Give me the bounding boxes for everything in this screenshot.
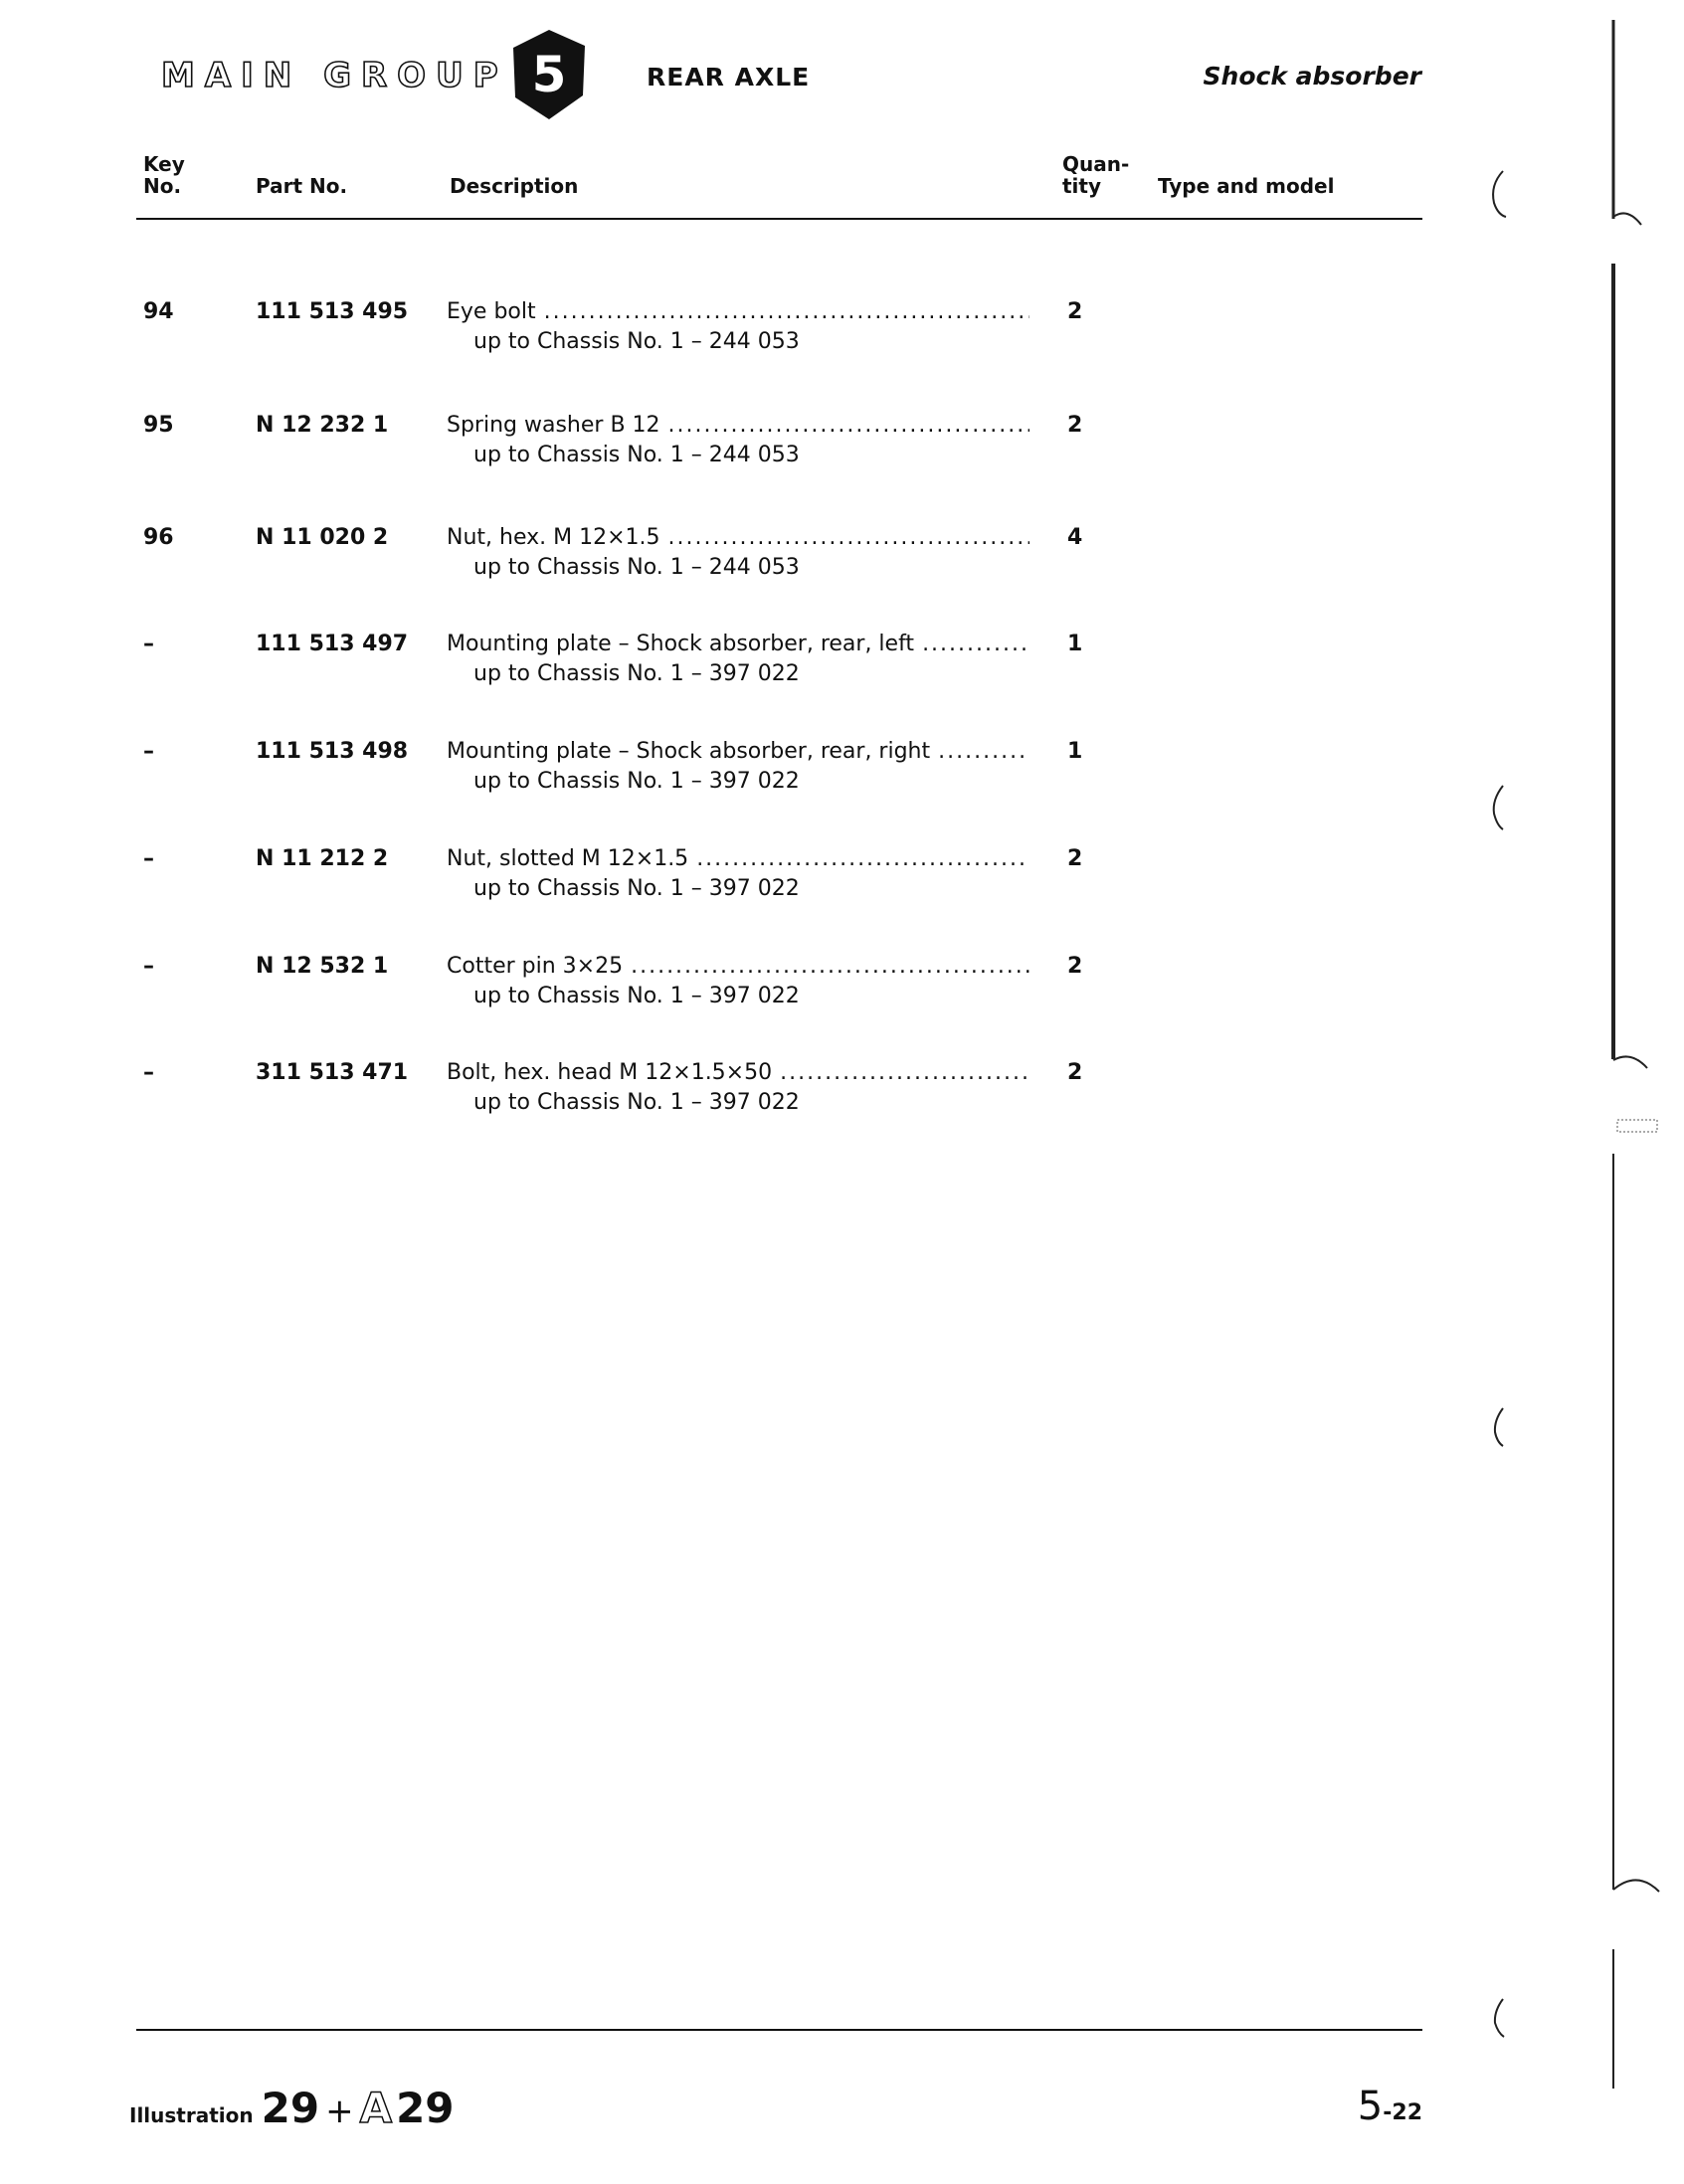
row-leader-dots — [631, 953, 1029, 981]
row-key-no: 96 — [143, 525, 174, 550]
illustration-number: 29 — [261, 2084, 320, 2132]
row-part-no: N 12 532 1 — [256, 954, 389, 979]
col-key-line2: No. — [143, 174, 182, 198]
illustration-plus: + — [325, 2092, 354, 2131]
row-quantity: 2 — [1067, 846, 1083, 871]
row-condition: up to Chassis No. 1 – 397 022 — [473, 661, 800, 686]
row-condition: up to Chassis No. 1 – 244 053 — [473, 329, 800, 354]
row-description-text: Eye bolt — [447, 299, 536, 324]
row-description-text: Mounting plate – Shock absorber, rear, right — [447, 739, 931, 764]
row-description — [447, 631, 1029, 658]
group-number-badge — [509, 26, 589, 123]
row-description — [447, 298, 1029, 326]
edge-curl — [1613, 1880, 1659, 1892]
subsection-title: Shock absorber — [1203, 62, 1421, 91]
row-quantity: 2 — [1067, 299, 1083, 324]
row-description-text: Cotter pin 3×25 — [447, 954, 624, 979]
row-description-text: Nut, hex. M 12×1.5 — [447, 525, 660, 550]
binder-edge-marks — [1472, 0, 1684, 2184]
row-description — [447, 953, 1029, 981]
row-condition: up to Chassis No. 1 – 244 053 — [473, 555, 800, 580]
row-description — [447, 845, 1029, 873]
footer-rule — [136, 2029, 1422, 2031]
col-part-no: Part No. — [256, 174, 348, 198]
row-key-no: 95 — [143, 413, 174, 438]
col-description: Description — [450, 174, 579, 198]
row-leader-dots — [780, 1059, 1029, 1087]
row-key-no: – — [143, 846, 154, 871]
row-leader-dots — [696, 845, 1029, 873]
row-quantity: 1 — [1067, 632, 1083, 656]
col-key-line1: Key — [143, 152, 185, 176]
row-key-no: – — [143, 632, 154, 656]
col-qty-line1: Quan- — [1062, 152, 1130, 176]
row-description — [447, 412, 1029, 440]
main-group-title: MAIN GROUP — [161, 56, 508, 95]
binder-hole-mark — [1495, 1999, 1504, 2037]
row-part-no: 311 513 471 — [256, 1060, 409, 1085]
row-key-no: 94 — [143, 299, 174, 324]
parts-row — [0, 1059, 1422, 1129]
row-leader-dots — [544, 298, 1029, 326]
row-condition: up to Chassis No. 1 – 244 053 — [473, 443, 800, 467]
row-description-text: Bolt, hex. head M 12×1.5×50 — [447, 1060, 773, 1085]
row-condition: up to Chassis No. 1 – 397 022 — [473, 1090, 800, 1115]
row-leader-dots — [938, 738, 1029, 766]
illustration-alt-number: 29 — [396, 2084, 455, 2132]
row-description-text: Spring washer B 12 — [447, 413, 660, 438]
parts-row — [0, 412, 1422, 481]
row-quantity: 2 — [1067, 413, 1083, 438]
row-description — [447, 738, 1029, 766]
parts-row — [0, 845, 1422, 915]
col-quantity — [1062, 153, 1129, 197]
row-description-text: Mounting plate – Shock absorber, rear, left — [447, 632, 915, 656]
page-number-main: 5 — [1357, 2084, 1384, 2129]
row-quantity: 2 — [1067, 1060, 1083, 1085]
row-quantity: 1 — [1067, 739, 1083, 764]
row-condition: up to Chassis No. 1 – 397 022 — [473, 876, 800, 901]
row-quantity: 4 — [1067, 525, 1083, 550]
row-key-no: – — [143, 739, 154, 764]
row-part-no: 111 513 497 — [256, 632, 409, 656]
edge-curl — [1613, 213, 1641, 225]
edge-curl — [1613, 1056, 1647, 1068]
row-description-text: Nut, slotted M 12×1.5 — [447, 846, 689, 871]
edge-stamp — [1617, 1120, 1657, 1132]
illustration-alt-prefix: A — [359, 2084, 393, 2132]
header-rule — [136, 218, 1422, 220]
group-number: 5 — [531, 46, 567, 103]
row-leader-dots — [668, 524, 1030, 552]
col-key-no — [143, 153, 185, 197]
parts-row — [0, 524, 1422, 594]
section-title: REAR AXLE — [647, 63, 811, 91]
row-leader-dots — [922, 631, 1029, 658]
parts-row — [0, 738, 1422, 808]
parts-row — [0, 953, 1422, 1022]
row-part-no: 111 513 498 — [256, 739, 409, 764]
row-condition: up to Chassis No. 1 – 397 022 — [473, 769, 800, 794]
illustration-label: Illustration — [129, 2103, 254, 2127]
binder-hole-mark — [1494, 786, 1503, 829]
row-part-no: N 12 232 1 — [256, 413, 389, 438]
page-number — [1358, 2084, 1422, 2129]
page-number-sub: -22 — [1383, 2100, 1422, 2125]
row-description — [447, 1059, 1029, 1087]
parts-row — [0, 631, 1422, 700]
row-part-no: N 11 020 2 — [256, 525, 389, 550]
row-part-no: 111 513 495 — [256, 299, 409, 324]
parts-row — [0, 298, 1422, 368]
row-description — [447, 524, 1029, 552]
col-qty-line2: tity — [1062, 174, 1102, 198]
col-type-model: Type and model — [1158, 174, 1335, 198]
row-key-no: – — [143, 954, 154, 979]
illustration-ref — [129, 2084, 455, 2132]
row-key-no: – — [143, 1060, 154, 1085]
row-quantity: 2 — [1067, 954, 1083, 979]
row-leader-dots — [668, 412, 1029, 440]
binder-hole-mark — [1495, 1408, 1503, 1446]
row-part-no: N 11 212 2 — [256, 846, 389, 871]
binder-hole-mark — [1493, 171, 1506, 217]
row-condition: up to Chassis No. 1 – 397 022 — [473, 984, 800, 1008]
